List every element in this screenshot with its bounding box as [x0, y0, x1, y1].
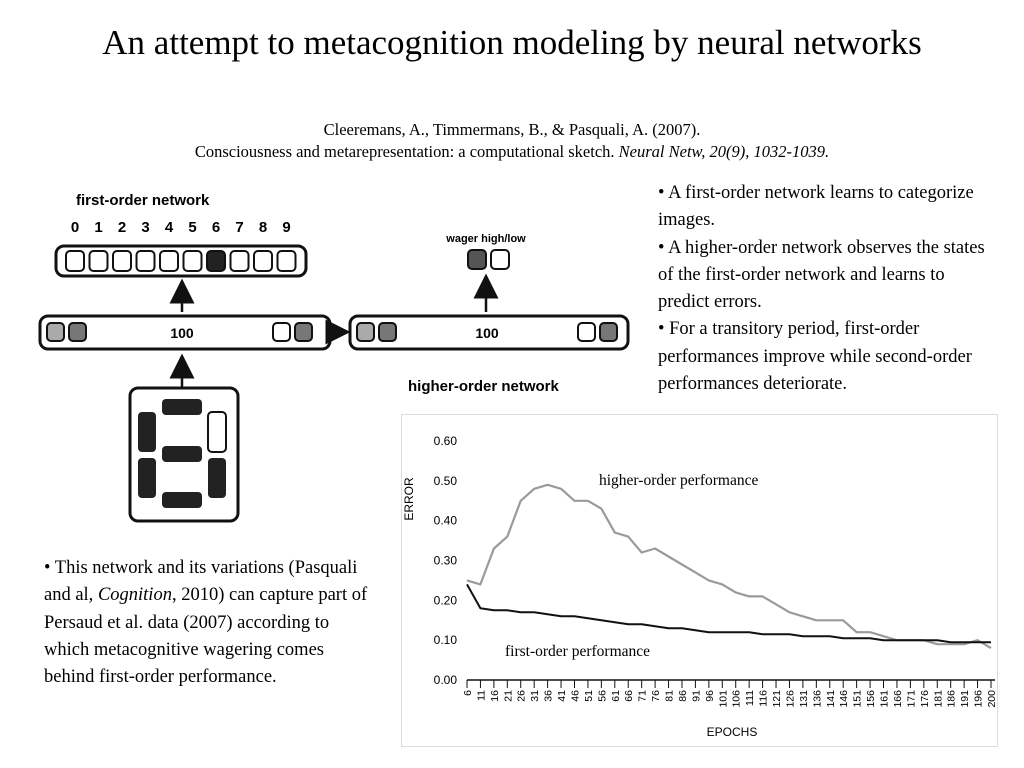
bullet-list-left [44, 555, 374, 691]
digit-label: 0 [70, 219, 80, 236]
digit-label: 8 [258, 219, 268, 236]
x-tick-label: 116 [757, 690, 770, 707]
segment [162, 492, 202, 508]
citation-line-1: Cleeremans, A., Timmermans, B., & Pasquali, A. (2007). [323, 120, 701, 139]
annotation-first-order: first-order performance [505, 643, 651, 660]
x-tick-label: 111 [744, 690, 757, 706]
digit-label: 2 [117, 219, 127, 236]
x-tick-label: 176 [918, 690, 931, 708]
digit-label: 4 [164, 219, 174, 236]
citation-journal: Neural Netw, 20(9), 1032-1039. [618, 142, 830, 161]
x-tick-label: 161 [878, 690, 891, 708]
x-tick-label: 61 [609, 690, 622, 702]
bullet-item [44, 555, 374, 691]
x-tick-label: 16 [488, 690, 501, 702]
digit-label: 7 [235, 219, 244, 236]
output-unit [90, 251, 108, 271]
segment [162, 399, 202, 415]
bullet-item: • For a transitory period, first-order performances improve while second-order performances deteriorate. [658, 319, 972, 395]
x-tick-label: 141 [824, 690, 837, 708]
higher-order-label: higher-order network [408, 378, 559, 395]
hidden-unit [600, 323, 617, 341]
y-tick-label: 0.10 [433, 633, 457, 648]
output-unit [66, 251, 84, 271]
x-tick-label: 56 [596, 690, 609, 702]
segment [208, 458, 226, 498]
x-tick-label: 76 [650, 690, 663, 702]
y-tick-label: 0.30 [433, 553, 457, 568]
bullet-text: • This network and its variations (Pasquali and al, [44, 558, 358, 606]
wager-high-unit [468, 250, 486, 269]
segment [138, 412, 156, 452]
output-unit [160, 251, 178, 271]
x-tick-label: 101 [717, 690, 730, 708]
slide-title: An attempt to metacognition modeling by neural networks [102, 23, 922, 62]
output-unit [254, 251, 272, 271]
bullet-italic: Cognition [97, 585, 172, 606]
x-tick-label: 146 [838, 690, 851, 708]
digit-label: 3 [141, 219, 150, 236]
digit-labels [71, 219, 291, 236]
x-tick-label: 71 [636, 690, 649, 702]
x-tick-label: 66 [623, 690, 636, 702]
y-tick-label: 0.40 [433, 513, 457, 528]
segment [208, 412, 226, 452]
bullet-list-right [658, 180, 998, 398]
x-tick-label: 106 [730, 690, 743, 708]
hidden-unit [69, 323, 86, 341]
citation-article: Consciousness and metarepresentation: a computational sketch. [194, 142, 619, 161]
hidden-layer-2-size: 100 [475, 325, 499, 341]
hidden-layer-1-size: 100 [170, 325, 194, 341]
x-tick-label: 91 [690, 690, 703, 702]
y-tick-label: 0.00 [433, 673, 457, 687]
hidden-unit [295, 323, 312, 341]
bullet-text: , 2010) can capture part of Persaud et al. data (2007) according to which metacognitive wagering comes behind first-order performance. [44, 585, 368, 688]
x-tick-label: 11 [475, 690, 488, 701]
wager-low-unit [491, 250, 509, 269]
digit-label: 1 [94, 219, 103, 236]
output-unit [137, 251, 155, 271]
digit-label: 6 [211, 219, 221, 236]
y-tick-label: 0.50 [433, 473, 457, 488]
hidden-unit [357, 323, 374, 341]
bullet-item: • A first-order network learns to categorize images. [658, 183, 974, 231]
first-order-label: first-order network [76, 192, 210, 209]
output-unit [207, 251, 225, 271]
output-unit [278, 251, 296, 271]
x-tick-label: 31 [529, 690, 542, 702]
x-tick-label: 126 [784, 690, 797, 708]
x-tick-label: 200 [986, 690, 998, 708]
x-tick-label: 36 [542, 690, 555, 702]
segment [138, 458, 156, 498]
x-tick-label: 21 [502, 690, 515, 702]
segment [162, 446, 202, 462]
x-tick-label: 86 [676, 690, 689, 702]
digit-label: 9 [282, 219, 291, 236]
x-tick-label: 81 [663, 690, 676, 702]
citation-line-2 [40, 141, 984, 163]
y-axis-label: ERROR [402, 477, 416, 521]
hidden-unit [379, 323, 396, 341]
x-tick-label: 136 [811, 690, 824, 708]
x-tick-label: 186 [945, 690, 958, 708]
x-tick-label: 151 [851, 690, 864, 708]
x-tick-label: 181 [932, 690, 945, 708]
x-tick-label: 166 [891, 690, 904, 708]
hidden-unit [578, 323, 595, 341]
bullet-item: • A higher-order network observes the states of the first-order network and learns to predict errors. [658, 237, 985, 313]
y-tick-label: 0.60 [433, 434, 457, 448]
x-tick-label: 131 [797, 690, 810, 708]
x-tick-label: 171 [905, 690, 918, 708]
x-tick-label: 51 [582, 690, 595, 702]
x-tick-label: 41 [556, 690, 569, 702]
x-tick-label: 121 [771, 690, 784, 708]
output-unit [184, 251, 202, 271]
x-tick-label: 191 [959, 690, 972, 708]
x-tick-label: 46 [569, 690, 582, 702]
error-chart [401, 414, 998, 747]
wager-label: wager high/low [446, 233, 526, 245]
output-unit [231, 251, 249, 271]
citation [40, 119, 984, 163]
x-tick-label: 196 [972, 690, 985, 708]
hidden-unit [47, 323, 64, 341]
x-tick-label: 96 [703, 690, 716, 702]
x-tick-label: 156 [865, 690, 878, 708]
output-unit [113, 251, 131, 271]
x-tick-label: 26 [515, 690, 528, 702]
x-axis-label: EPOCHS [706, 725, 758, 739]
annotation-higher-order: higher-order performance [599, 472, 759, 489]
hidden-unit [273, 323, 290, 341]
y-tick-label: 0.20 [433, 593, 457, 608]
digit-label: 5 [188, 219, 197, 236]
x-tick-label: 6 [462, 690, 474, 696]
